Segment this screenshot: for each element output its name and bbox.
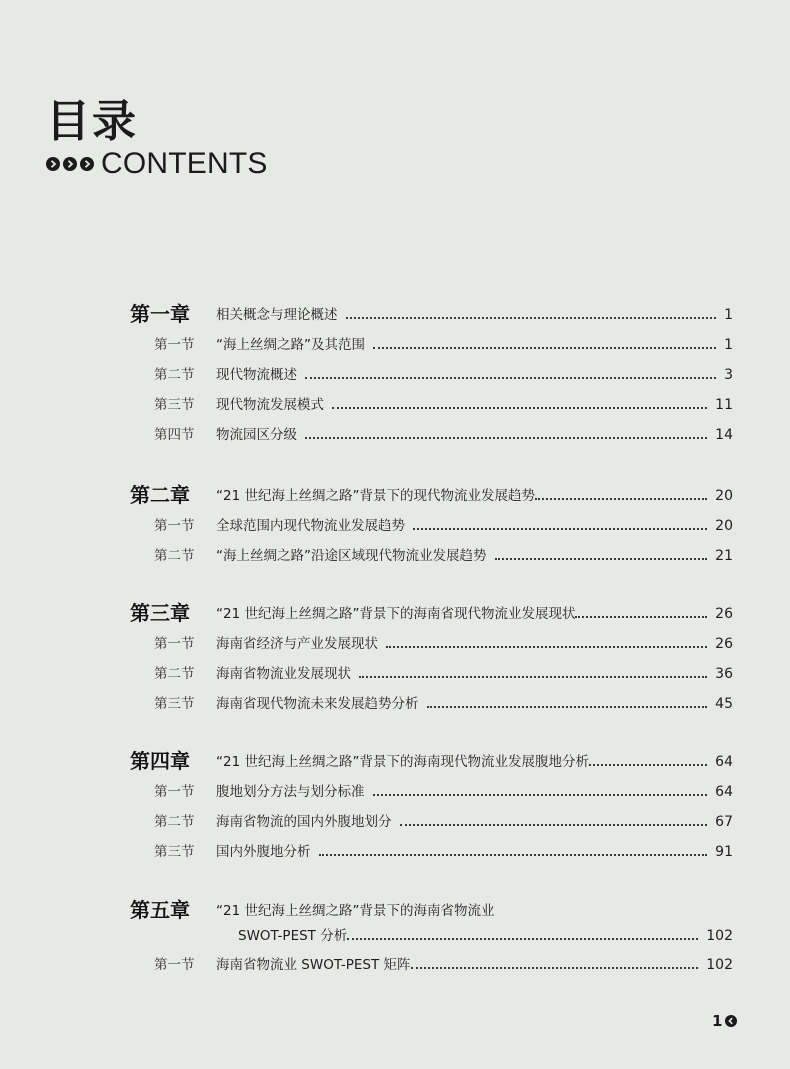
toc-section-row[interactable] (130, 535, 733, 565)
toc-section-row[interactable] (130, 771, 733, 801)
leader-dots (386, 646, 707, 648)
leader-dots (373, 794, 708, 796)
page-number: 26 (715, 606, 733, 622)
leader-dots (373, 347, 716, 349)
section-title: 全球范围内现代物流业发展趋势 (216, 517, 405, 534)
page-number: 64 (715, 754, 733, 770)
leader-dots (427, 706, 708, 708)
toc-section-row[interactable] (130, 831, 733, 861)
chapter-label: 第四章 (130, 749, 190, 773)
chapter-title-continued: SWOT-PEST 分析 (238, 927, 348, 944)
toc-section-row[interactable] (130, 653, 733, 683)
subtitle: CONTENTS (101, 147, 268, 180)
leader-dots (589, 764, 707, 766)
section-label: 第三节 (154, 843, 195, 860)
leader-dots (346, 317, 717, 319)
chapter-label: 第三章 (130, 601, 190, 625)
section-title: 海南省现代物流未来发展趋势分析 (216, 695, 419, 712)
page-number: 21 (715, 548, 733, 564)
page-number: 67 (715, 814, 733, 830)
section-label: 第一节 (154, 336, 195, 353)
section-label: 第三节 (154, 695, 195, 712)
page-number: 102 (706, 957, 733, 973)
chapter-label: 第一章 (130, 302, 190, 326)
leader-dots (400, 824, 708, 826)
section-label: 第四节 (154, 426, 195, 443)
section-title: “海上丝绸之路”沿途区域现代物流业发展趋势 (216, 547, 487, 564)
chapter-title: “21 世纪海上丝绸之路”背景下的现代物流业发展趋势 (216, 487, 535, 504)
toc-section-row[interactable] (130, 384, 733, 414)
section-title: 海南省物流的国内外腹地划分 (216, 813, 392, 830)
arrow-left-circle-icon (725, 1015, 737, 1027)
section-label: 第一节 (154, 956, 195, 973)
page-number: 20 (715, 488, 733, 504)
section-title: 海南省物流业 SWOT-PEST 矩阵 (216, 956, 411, 973)
toc-chapter-row[interactable] (130, 475, 733, 505)
toc-chapter-row[interactable] (130, 294, 733, 324)
section-label: 第三节 (154, 396, 195, 413)
toc-chapter-row[interactable] (130, 741, 733, 771)
toc-section-row[interactable] (130, 354, 733, 384)
chapter-title: “21 世纪海上丝绸之路”背景下的海南现代物流业发展腹地分析 (216, 753, 589, 770)
page-number: 1 (724, 337, 733, 353)
page-number: 36 (715, 666, 733, 682)
leader-dots (359, 676, 707, 678)
leader-dots (305, 377, 716, 379)
toc-section-row[interactable] (130, 683, 733, 713)
chapter-title: “21 世纪海上丝绸之路”背景下的海南省物流业 (216, 902, 495, 919)
section-title: 国内外腹地分析 (216, 843, 311, 860)
section-title: 现代物流概述 (216, 366, 297, 383)
page-number: 3 (724, 367, 733, 383)
page-number: 1 (724, 307, 733, 323)
section-label: 第二节 (154, 665, 195, 682)
toc-chapter-row-continued[interactable] (130, 915, 733, 945)
leader-dots (575, 616, 707, 618)
leader-dots (413, 528, 707, 530)
toc-section-row[interactable] (130, 505, 733, 535)
section-title: 物流园区分级 (216, 426, 297, 443)
leader-dots (305, 437, 707, 439)
section-label: 第一节 (154, 635, 195, 652)
section-title: 海南省经济与产业发展现状 (216, 635, 378, 652)
chapter-label: 第五章 (130, 898, 190, 922)
page-footer (712, 1012, 737, 1030)
section-label: 第二节 (154, 547, 195, 564)
leader-dots (495, 558, 708, 560)
page-number: 20 (715, 518, 733, 534)
chapter-label: 第二章 (130, 483, 190, 507)
section-title: 海南省物流业发展现状 (216, 665, 351, 682)
leader-dots (332, 407, 707, 409)
section-title: “海上丝绸之路”及其范围 (216, 336, 365, 353)
toc-section-row[interactable] (130, 324, 733, 354)
page-number: 14 (715, 427, 733, 443)
leader-dots (411, 967, 699, 969)
page-number: 102 (706, 928, 733, 944)
section-label: 第二节 (154, 813, 195, 830)
toc-section-row[interactable] (130, 414, 733, 444)
toc-section-row[interactable] (130, 801, 733, 831)
page-number: 64 (715, 784, 733, 800)
page-number: 45 (715, 696, 733, 712)
leader-dots (347, 938, 698, 940)
page-number: 11 (715, 397, 733, 413)
page-number: 26 (715, 636, 733, 652)
leader-dots (535, 498, 707, 500)
footer-page-number: 1 (712, 1012, 723, 1030)
chapter-title: “21 世纪海上丝绸之路”背景下的海南省现代物流业发展现状 (216, 605, 576, 622)
toc-section-row[interactable] (130, 623, 733, 653)
section-title: 现代物流发展模式 (216, 396, 324, 413)
page-title: 目录 (46, 96, 138, 147)
section-title: 腹地划分方法与划分标准 (216, 783, 365, 800)
toc-section-row[interactable] (130, 944, 733, 974)
toc-chapter-row[interactable] (130, 593, 733, 623)
page-number: 91 (715, 844, 733, 860)
section-label: 第二节 (154, 366, 195, 383)
leader-dots (319, 854, 708, 856)
chapter-title: 相关概念与理论概述 (216, 306, 338, 323)
section-label: 第一节 (154, 517, 195, 534)
section-label: 第一节 (154, 783, 195, 800)
